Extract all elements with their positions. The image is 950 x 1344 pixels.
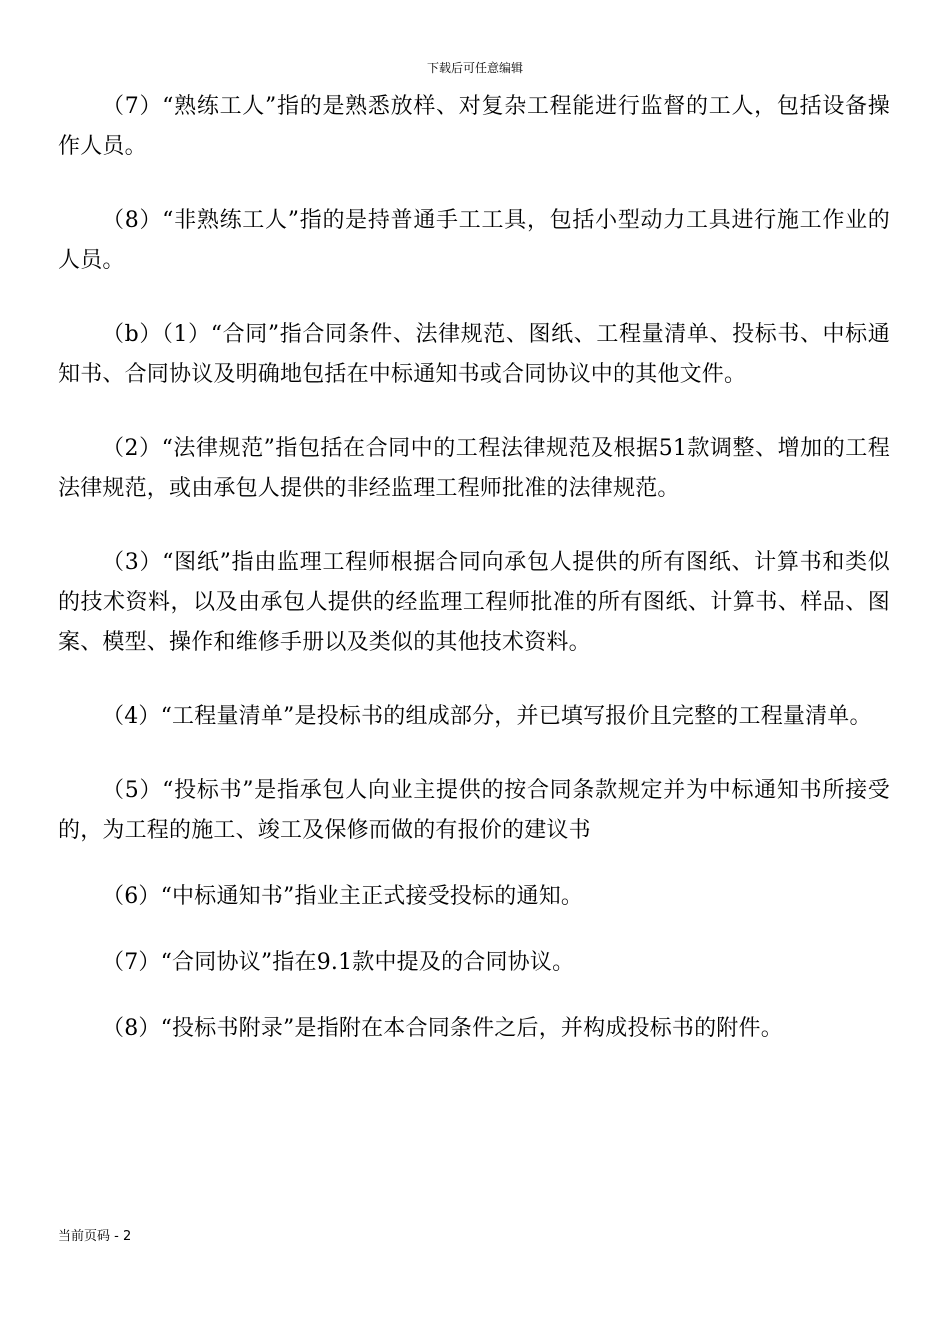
document-body [58, 87, 890, 1083]
page-number: 当前页码 - 2 [58, 1229, 132, 1244]
paragraph-contract-agreement: （7）“合同协议”指在9.1款中提及的合同协议。 [102, 950, 575, 975]
page-header: 下载后可任意编辑 [426, 61, 523, 75]
paragraph-skilled-workers: （7）“熟练工人”指的是熟悉放样、对复杂工程能进行监督的工人，包括设备操作人员。 [58, 94, 890, 159]
paragraph-contract: （b）（1）“合同”指合同条件、法律规范、图纸、工程量清单、投标书、中标通知书、合同协议及明确地包括在中标通知书或合同协议中的其他文件。 [58, 322, 890, 387]
paragraph-award-notice: （6）“中标通知书”指业主正式接受投标的通知。 [102, 884, 584, 909]
paragraph-bill-of-quantities: （4）“工程量清单”是投标书的组成部分，并已填写报价且完整的工程量清单。 [102, 704, 872, 729]
paragraph-drawings: （3）“图纸”指由监理工程师根据合同向承包人提供的所有图纸、计算书和类似的技术资料，以及由承包人提供的经监理工程师批准的所有图纸、计算书、样品、图案、模型、操作和维修手册以及类似的其他技术资料。 [58, 550, 890, 655]
paragraph-tender-appendix: （8）“投标书附录”是指附在本合同条件之后，并构成投标书的附件。 [102, 1016, 783, 1041]
paragraph-legal-norms: （2）“法律规范”指包括在合同中的工程法律规范及根据51款调整、增加的工程法律规范，或由承包人提供的非经监理工程师批准的法律规范。 [58, 436, 890, 501]
paragraph-unskilled-workers: （8）“非熟练工人”指的是持普通手工工具，包括小型动力工具进行施工作业的人员。 [58, 208, 890, 273]
paragraph-tender: （5）“投标书”是指承包人向业主提供的按合同条款规定并为中标通知书所接受的，为工程的施工、竣工及保修而做的有报价的建议书 [58, 778, 890, 843]
